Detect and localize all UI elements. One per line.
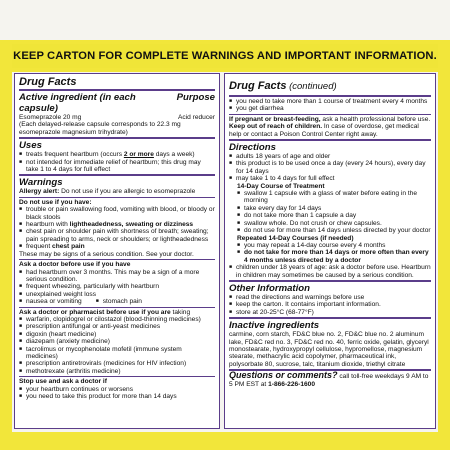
do-not-use-note: These may be signs of a serious condition. See your doctor. <box>19 250 194 258</box>
ask-pharmacist-item: ■ methotrexate (arthritis medicine) <box>19 368 215 375</box>
dnu-emphasis: lightheadedness, sweating or dizziness <box>69 221 194 229</box>
uses-text: treats frequent heartburn (occurs <box>26 151 124 159</box>
ask-pharmacist-item: ■ prescription antifungal or anti-yeast medicines <box>19 323 215 330</box>
pregnancy-label: If pregnant or breast-feeding, <box>229 115 321 123</box>
other-info-item: ■ keep the carton. It contains important information. <box>229 301 431 308</box>
other-info-item: ■ read the directions and warnings before use <box>229 294 431 301</box>
ask-pharmacist-item: ■ diazepam (anxiety medicine) <box>19 338 215 345</box>
ask-doctor-heading: Ask a doctor before use if you have <box>19 261 131 269</box>
pregnancy-text: ask a health professional before use. <box>320 115 431 123</box>
active-note: (Each delayed-release capsule corresponds to 22.3 mg esomeprazole magnesium trihydrate) <box>19 121 181 136</box>
yellow-band-left <box>0 40 12 450</box>
course-heading: 14-Day Course of Treatment <box>237 182 325 190</box>
warning-header-text: KEEP CARTON FOR COMPLETE WARNINGS AND IMPORTANT INFORMATION. <box>13 50 437 62</box>
stop-use-item: ■ you need to take this product for more than 14 days <box>19 393 215 400</box>
questions-block <box>229 372 431 388</box>
do-not-use-item <box>19 243 215 250</box>
ask-pharmacist-item: ■ digoxin (heart medicine) <box>19 331 215 338</box>
ask-pharmacist-heading <box>19 309 215 316</box>
active-heading: Active ingredient (in each capsule) <box>19 92 136 114</box>
divider <box>229 280 431 282</box>
purpose-heading: Purpose <box>176 92 215 103</box>
dnu-emphasis: chest pain <box>52 243 85 251</box>
directions-item: ■ children under 18 years of age: ask a doctor before use. Heartburn in children may sometimes be caused by a serious condition. <box>229 264 431 279</box>
uses-text: days a week) <box>153 151 195 159</box>
directions-heading: Directions <box>229 142 276 154</box>
yellow-band-bottom <box>0 432 450 450</box>
divider <box>19 259 215 260</box>
uses-item: ■ not intended for immediate relief of heartburn; this drug may take 1 to 4 days for full effect <box>19 159 215 174</box>
ask-doctor-item: ■ frequent wheezing, particularly with heartburn <box>19 283 215 290</box>
do-not-use-heading: Do not use if you have: <box>19 198 92 206</box>
active-ingredient-header <box>19 92 215 114</box>
course-item: ■ swallow whole. Do not crush or chew capsules. <box>237 220 431 227</box>
allergy-label: Allergy alert: <box>19 188 60 196</box>
divider <box>229 114 431 115</box>
questions-heading: Questions or comments? <box>229 370 338 381</box>
drug-facts-title: Drug Facts <box>19 76 77 88</box>
yellow-band-right <box>438 40 450 450</box>
divider <box>19 376 215 377</box>
drug-facts-title: Drug Facts <box>229 80 287 92</box>
do-not-use-item: ■ trouble or pain swallowing food, vomiting with blood, or bloody or black stools <box>19 206 215 221</box>
questions-text: call toll-free weekdays 9 AM to 5 PM EST at <box>229 373 429 388</box>
divider <box>229 317 431 319</box>
allergy-text: Do not use if you are allergic to esomeprazole <box>59 188 196 196</box>
stop-use-item: ■ you need to take more than 1 course of treatment every 4 months <box>229 98 431 105</box>
warnings-heading: Warnings <box>19 177 63 189</box>
course-item: ■ do not use for more than 14 days unless directed by your doctor <box>237 227 431 234</box>
pregnancy-warning <box>229 116 431 123</box>
active-ingredient-row <box>19 114 215 121</box>
divider <box>19 137 215 139</box>
continued-label: (continued) <box>286 81 337 92</box>
divider <box>19 197 215 198</box>
ask-pharmacist-item: ■ warfarin, clopidogrel or cilostazol (blood-thinning medicines) <box>19 316 215 323</box>
ask-doctor-item: ■ had heartburn over 3 months. This may be a sign of a more serious condition. <box>19 269 215 284</box>
warning-header <box>12 44 438 68</box>
repeat-item: ■ you may repeat a 14-day course every 4 months <box>237 242 431 249</box>
inactive-heading: Inactive ingredients <box>229 320 320 332</box>
directions-item: ■ may take 1 to 4 days for full effect <box>229 175 431 182</box>
keep-out-text: In case of overdose, get medical help or contact a Poison Control Center right away. <box>229 123 419 138</box>
uses-item <box>19 151 215 158</box>
dnu-text: frequent <box>26 243 53 251</box>
drug-facts-panel-right <box>224 73 436 429</box>
do-not-use-item <box>19 221 215 228</box>
ask-pharmacist-item: ■ tacrolimus or mycophenolate mofetil (immune system medicines) <box>19 346 215 361</box>
drug-facts-continued-title <box>229 76 431 94</box>
inactive-text: carmine, corn starch, FD&C blue no. 2, FD&C blue no. 2 aluminum lake, FD&C red no. 3, FD&C red no. 40, ferric oxide, gelatin, glyceryl monostearate, hydroxypropyl cellulose, hypromellose, magnesium stearate, methacrylic acid copolymer, pharmaceutical ink, polysorbate 80, sucrose, talc, titanium dioxide, triethyl citrate <box>229 331 429 368</box>
pharm-heading-text: taking <box>170 308 191 316</box>
divider <box>229 95 431 97</box>
questions-phone: 1-866-226-1600 <box>268 380 316 388</box>
do-not-use-item: ■ chest pain or shoulder pain with shortness of breath; sweating; pain spreading to arms, neck or shoulders; or lightheadedness <box>19 228 215 243</box>
divider <box>229 139 431 141</box>
ask-doctor-pair <box>19 298 215 305</box>
directions-item: ■ adults 18 years of age and older <box>229 153 431 160</box>
active-purpose: Acid reducer <box>177 114 215 121</box>
active-name: Esomeprazole 20 mg <box>19 114 82 121</box>
repeat-item: ■ do not take for more than 14 days or more often than every 4 months unless directed by a doctor <box>237 249 431 264</box>
divider <box>19 89 215 91</box>
ask-doctor-item: ■ unexplained weight loss <box>19 291 215 298</box>
allergy-alert <box>19 188 215 195</box>
divider <box>19 307 215 308</box>
drug-facts-panel-left <box>14 73 220 429</box>
ask-pharmacist-item: ■ prescription antiretrovirals (medicines for HIV infection) <box>19 360 215 367</box>
pharm-heading-bold: Ask a doctor or pharmacist before use if you are <box>19 308 171 316</box>
uses-emphasis: 2 or more <box>123 151 154 159</box>
other-info-item: ■ store at 20-25°C (68-77°F) <box>229 309 431 316</box>
stop-use-item: ■ your heartburn continues or worsens <box>19 386 215 393</box>
ask-doctor-item: ■ nausea or vomiting <box>19 298 82 305</box>
keep-out-label: Keep out of reach of children. <box>229 123 323 131</box>
ask-doctor-item: ■ stomach pain <box>96 298 142 305</box>
dnu-text: heartburn with <box>26 221 70 229</box>
keep-out-of-reach <box>229 123 431 138</box>
uses-heading: Uses <box>19 140 42 152</box>
divider <box>19 174 215 176</box>
course-item: ■ take every day for 14 days <box>237 205 431 212</box>
course-item: ■ swallow 1 capsule with a glass of water before eating in the morning <box>237 190 431 205</box>
stop-use-heading: Stop use and ask a doctor if <box>19 378 107 386</box>
stop-use-item: ■ you get diarrhea <box>229 105 431 112</box>
directions-item: ■ this product is to be used once a day (every 24 hours), every day for 14 days <box>229 160 431 175</box>
repeat-heading: Repeated 14-Day Courses (if needed) <box>237 234 354 242</box>
other-info-heading: Other Information <box>229 282 311 294</box>
course-item: ■ do not take more than 1 capsule a day <box>237 212 431 219</box>
